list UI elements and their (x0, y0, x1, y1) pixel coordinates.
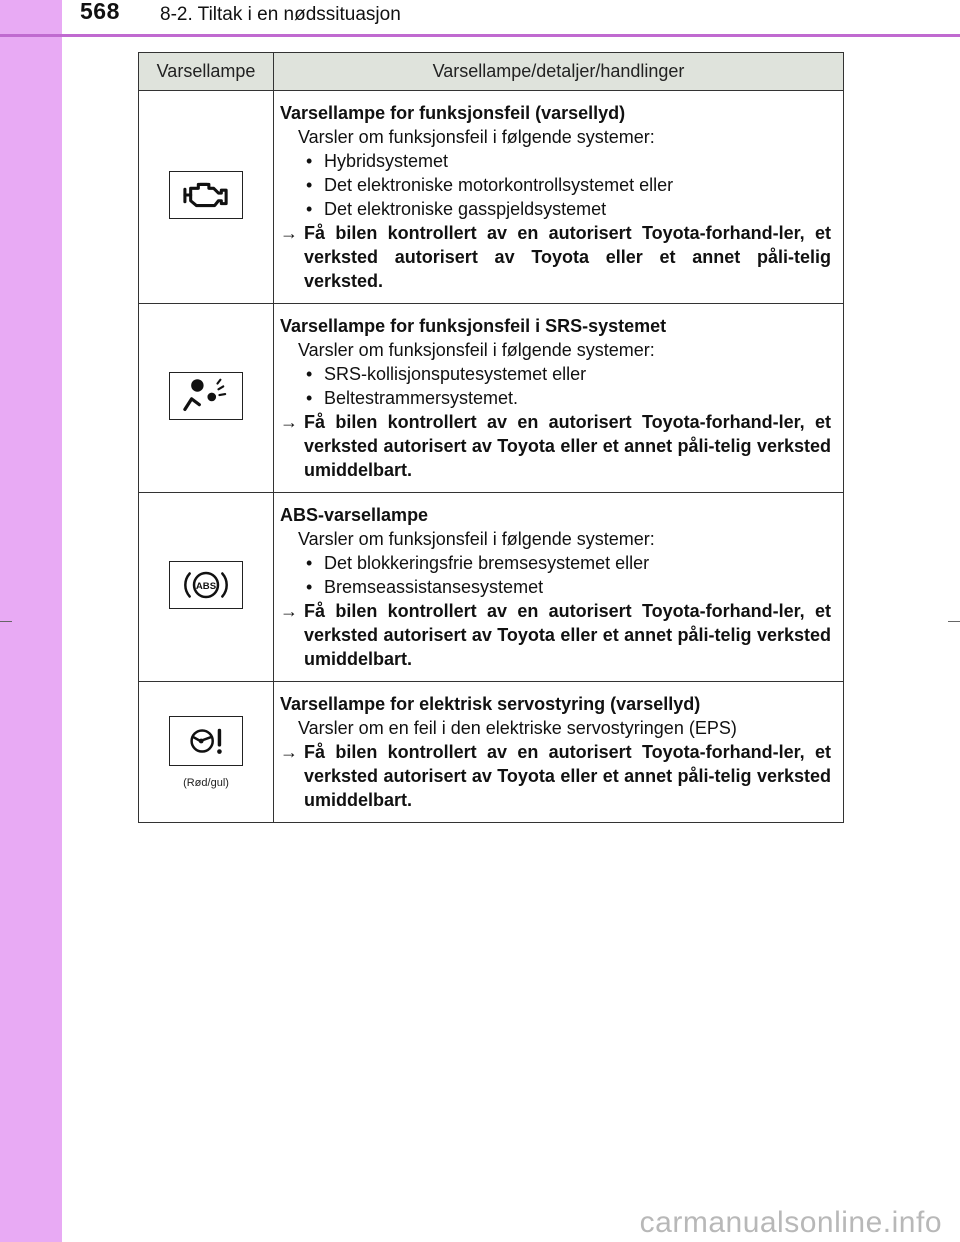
table-row (139, 682, 844, 823)
crop-mark-right (948, 621, 960, 622)
icon-cell (139, 304, 274, 493)
warning-lights-table (138, 52, 844, 823)
warning-title: Varsellampe for funksjonsfeil (varsellyd) (280, 103, 626, 123)
icon-color-note: (Rød/gul) (183, 776, 229, 789)
table-header-row (139, 53, 844, 91)
arrow-icon: → (280, 601, 298, 621)
header-rule (0, 34, 960, 37)
warning-description: Varsler om funksjonsfeil i følgende systemer: (298, 340, 655, 360)
action-instruction: → Få bilen kontrollert av en autorisert Toyota-forhand-ler, et verksted autorisert av Toyota eller et annet påli-telig verksted umiddelbart. (280, 601, 831, 669)
list-item: • Hybridsystemet (306, 151, 449, 171)
warning-description: Varsler om en feil i den elektriske servostyringen (EPS) (298, 718, 737, 738)
icon-cell (139, 682, 274, 823)
arrow-icon: → (280, 412, 298, 432)
details-cell (274, 493, 844, 682)
abs-icon (169, 561, 243, 609)
details-cell (274, 682, 844, 823)
list-item: • Det elektroniske gasspjeldsystemet (306, 199, 607, 219)
section-title: 8-2. Tiltak i en nødssituasjon (160, 4, 401, 25)
table-row (139, 91, 844, 304)
list-item: • Bremseassistansesystemet (306, 577, 544, 597)
header-band (0, 0, 960, 34)
page-number: 568 (80, 0, 120, 24)
details-cell (274, 91, 844, 304)
list-item: • SRS-kollisjonsputesystemet eller (306, 364, 587, 384)
column-header-icon: Varsellampe (139, 53, 274, 91)
watermark: carmanualsonline.info (639, 1206, 942, 1239)
eps-steering-warning-icon (169, 716, 243, 766)
action-instruction: → Få bilen kontrollert av en autorisert Toyota-forhand-ler, et verksted autorisert av Toyota eller et annet påli-telig verksted umiddelbart. (280, 412, 831, 480)
arrow-icon: → (280, 742, 298, 762)
arrow-icon: → (280, 223, 298, 243)
column-header-details: Varsellampe/detaljer/handlinger (274, 53, 844, 91)
action-instruction: → Få bilen kontrollert av en autorisert Toyota-forhand-ler, et verksted autorisert av Toyota eller et annet påli-telig verksted. (280, 223, 831, 291)
list-item: • Det blokkeringsfrie bremsesystemet eller (306, 553, 650, 573)
table-row (139, 304, 844, 493)
icon-cell (139, 91, 274, 304)
srs-airbag-icon (169, 372, 243, 420)
list-item: • Det elektroniske motorkontrollsystemet eller (306, 175, 674, 195)
warning-title: ABS-varsellampe (280, 505, 429, 525)
warning-title: Varsellampe for funksjonsfeil i SRS-systemet (280, 316, 667, 336)
engine-check-icon (169, 171, 243, 219)
abs-icon-text: ABS (195, 580, 217, 592)
warning-description: Varsler om funksjonsfeil i følgende systemer: (298, 127, 655, 147)
warning-description: Varsler om funksjonsfeil i følgende systemer: (298, 529, 655, 549)
warning-title: Varsellampe for elektrisk servostyring (varsellyd) (280, 694, 701, 714)
header-band-tab (0, 0, 62, 34)
list-item: • Beltestrammersystemet. (306, 388, 519, 408)
table-row (139, 493, 844, 682)
crop-mark-left (0, 621, 12, 622)
action-instruction: → Få bilen kontrollert av en autorisert Toyota-forhand-ler, et verksted autorisert av Toyota eller et annet påli-telig verksted umiddelbart. (280, 742, 831, 810)
details-cell (274, 304, 844, 493)
icon-cell (139, 493, 274, 682)
